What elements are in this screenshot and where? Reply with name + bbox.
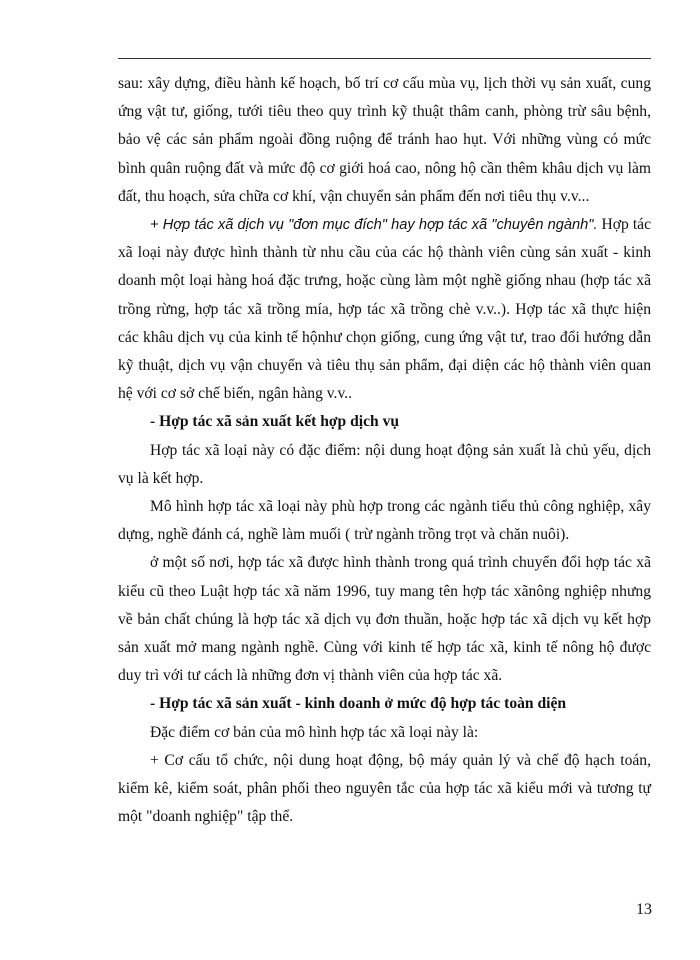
paragraph-body-text: Hợp tác xã loại này được hình thành từ nhu cầu của các hộ thành viên cùng sản xuất - kinh doanh một loại hàng hoá đặc trưng, hoặc cùng làm một nghề giống nhau (hợp tác xã trồng rừng, hợp tác xã trồng mía, hợp tác xã trồng chè v.v..). Hợp tác xã thực hiện các khâu dịch vụ của kinh tế hộnhư chọn giống, cung ứng vật tư, trao đổi hướng dẫn kỹ thuật, dịch vụ vận chuyển và tiêu thụ sản phẩm, đại diện các hộ thành viên quan hệ với cơ sở chế biến, ngân hàng v.v..: [118, 216, 652, 403]
paragraph-services-list: sau: xây dựng, điều hành kế hoạch, bố trí cơ cấu mùa vụ, lịch thời vụ sản xuất, cung ứng vật tư, giống, tưới tiêu theo quy trình kỹ thuật thâm canh, phòng trừ sâu bệnh, bảo vệ các sản phẩm ngoài đồng ruộng để tránh hao hụt. Với những vùng có mức bình quân ruộng đất và mức độ cơ giới hoá cao, nông hộ cần thêm khâu dịch vụ làm đất, thu hoạch, sửa chữa cơ khí, vận chuyển sản phẩm đến nơi tiêu thụ v.v...: [118, 75, 651, 205]
paragraph-organization-structure: + Cơ cấu tổ chức, nội dung hoạt động, bộ máy quản lý và chế độ hạch toán, kiểm kê, kiểm soát, phân phối theo nguyên tắc của hợp tác xã kiểu mới và tương tự một "doanh nghiệp" tập thể.: [118, 751, 651, 826]
paragraph-single-purpose-coop: [118, 211, 651, 408]
section-heading-comprehensive: - Hợp tác xã sản xuất - kinh doanh ở mức độ hợp tác toàn diện: [150, 695, 567, 713]
page-body: [118, 70, 651, 831]
page-number: 13: [636, 901, 652, 918]
paragraph-suitable-industries: Mô hình hợp tác xã loại này phù hợp trong các ngành tiểu thủ công nghiệp, xây dựng, nghề đánh cá, nghề làm muối ( trừ ngành trồng trọt và chăn nuôi).: [118, 498, 651, 544]
section-heading-production-service: - Hợp tác xã sản xuất kết hợp dịch vụ: [150, 413, 400, 431]
paragraph-characteristics: Hợp tác xã loại này có đặc điểm: nội dung hoạt động sản xuất là chủ yếu, dịch vụ là kết hợp.: [118, 441, 651, 487]
paragraph-conversion: ở một số nơi, hợp tác xã được hình thành trong quá trình chuyển đổi hợp tác xã kiểu cũ theo Luật hợp tác xã năm 1996, tuy mang tên hợp tác xãnông nghiệp nhưng về bản chất chúng là hợp tác xã dịch vụ đơn thuần, hoặc hợp tác xã dịch vụ kết hợp sản xuất mở mang ngành nghề. Cùng với kinh tế hợp tác xã, kinh tế nông hộ được duy trì với tư cách là những đơn vị thành viên của hợp tác xã.: [118, 554, 651, 685]
paragraph-basic-features: Đặc điểm cơ bản của mô hình hợp tác xã loại này là:: [150, 723, 479, 741]
italic-lead-text: + Hợp tác xã dịch vụ "đơn mục đích" hay hợp tác xã "chuyên ngành".: [150, 217, 598, 234]
header-rule: [118, 58, 651, 59]
